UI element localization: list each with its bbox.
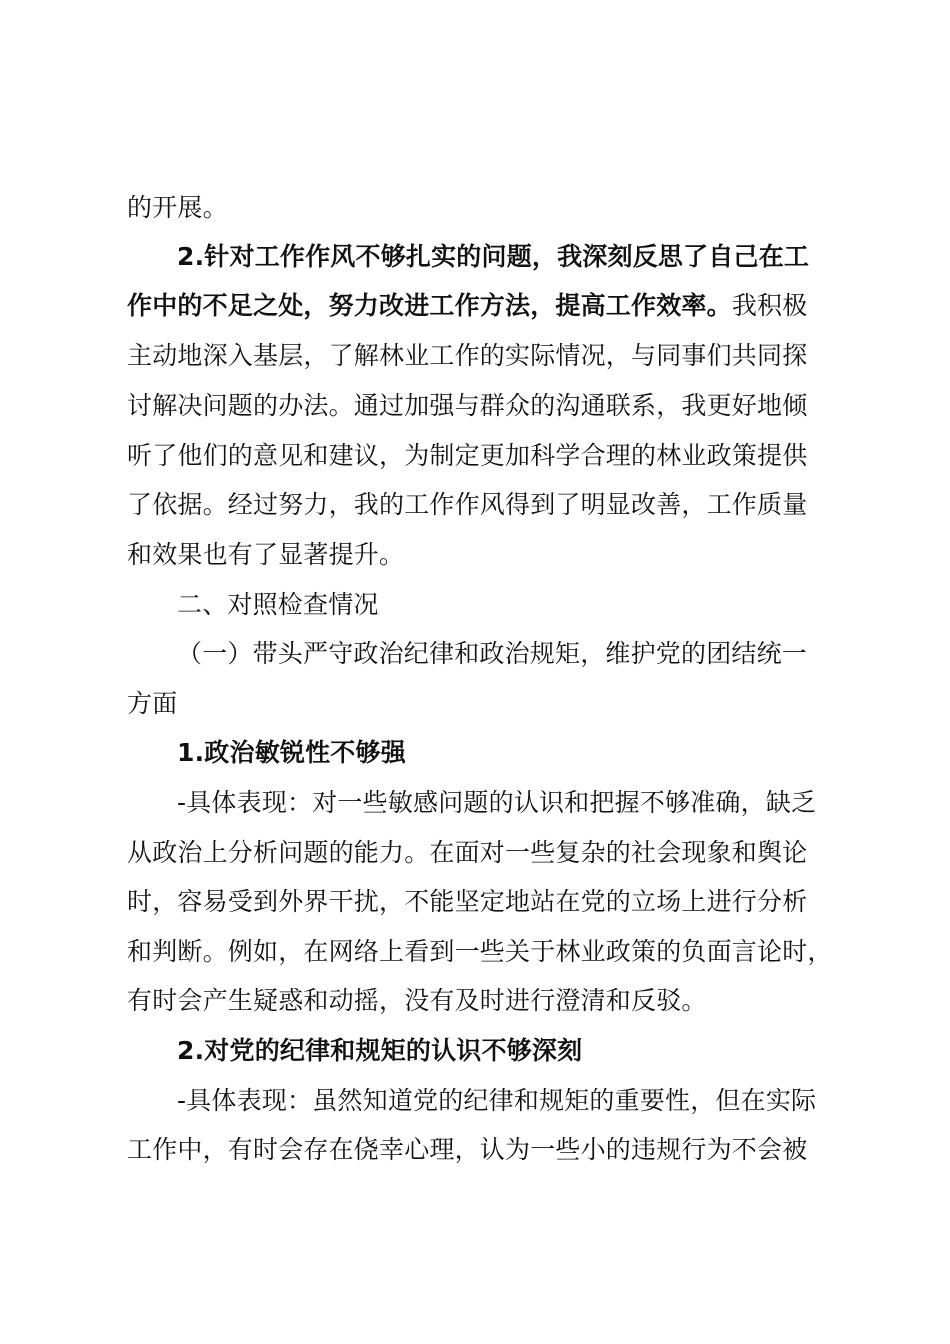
item-heading — [177, 728, 406, 778]
text-run: 方面 — [127, 689, 178, 718]
text-run: （一）带头严守政治纪律和政治规矩，维护党的团结统一 — [177, 639, 808, 668]
paragraph-line — [127, 480, 807, 530]
text-run: 2.针对工作作风不够扎实的问题，我深刻反思了自己在工 — [177, 242, 810, 271]
paragraph-line — [177, 1076, 816, 1126]
text-run: 工作中，有时会存在侥幸心理，认为一些小的违规行为不会被 — [127, 1135, 808, 1164]
paragraph-line — [127, 431, 807, 481]
text-run: 二、对照检查情况 — [177, 590, 379, 619]
subsection-heading — [177, 629, 807, 679]
text-run: 我积极 — [731, 291, 808, 320]
text-run: 了依据。经过努力，我的工作作风得到了明显改善，工作质量 — [127, 490, 808, 519]
text-run: 1.政治敏锐性不够强 — [177, 738, 406, 767]
mixed-paragraph-line — [127, 281, 807, 331]
paragraph-line — [177, 778, 816, 828]
text-run: 有时会产生疑惑和动摇，没有及时进行澄清和反驳。 — [127, 986, 707, 1015]
paragraph-line — [127, 331, 807, 381]
section-heading — [177, 580, 379, 630]
text-run-bold: 作中的不足之处，努力改进工作方法，提高工作效率。 — [127, 291, 732, 320]
paragraph-line — [127, 530, 404, 580]
text-run: 时，容易受到外界干扰，不能坚定地站在党的立场上进行分析 — [127, 887, 808, 916]
paragraph-line — [127, 828, 807, 878]
bold-paragraph-line — [177, 232, 809, 282]
paragraph-line — [127, 976, 707, 1026]
paragraph-line — [127, 381, 807, 431]
paragraph-line — [127, 183, 228, 233]
text-run: 讨解决问题的办法。通过加强与群众的沟通联系，我更好地倾 — [127, 391, 808, 420]
paragraph-line — [127, 1125, 807, 1175]
text-run: 主动地深入基层，了解林业工作的实际情况，与同事们共同探 — [127, 341, 808, 370]
paragraph-line — [127, 927, 833, 977]
text-run: 2.对党的纪律和规矩的认识不够深刻 — [177, 1036, 583, 1065]
text-run: 和效果也有了显著提升。 — [127, 540, 405, 569]
text-run: 从政治上分析问题的能力。在面对一些复杂的社会现象和舆论 — [127, 838, 808, 867]
text-run: -具体表现：对一些敏感问题的认识和把握不够准确，缺乏 — [177, 788, 817, 817]
text-run: 和判断。例如，在网络上看到一些关于林业政策的负面言论时， — [127, 937, 833, 966]
item-heading — [177, 1026, 582, 1076]
text-run: 听了他们的意见和建议，为制定更加科学合理的林业政策提供 — [127, 441, 808, 470]
text-run: -具体表现：虽然知道党的纪律和规矩的重要性，但在实际 — [177, 1086, 817, 1115]
text-run: 的开展。 — [127, 193, 228, 222]
subsection-heading-continued — [127, 679, 177, 729]
paragraph-line — [127, 877, 807, 927]
